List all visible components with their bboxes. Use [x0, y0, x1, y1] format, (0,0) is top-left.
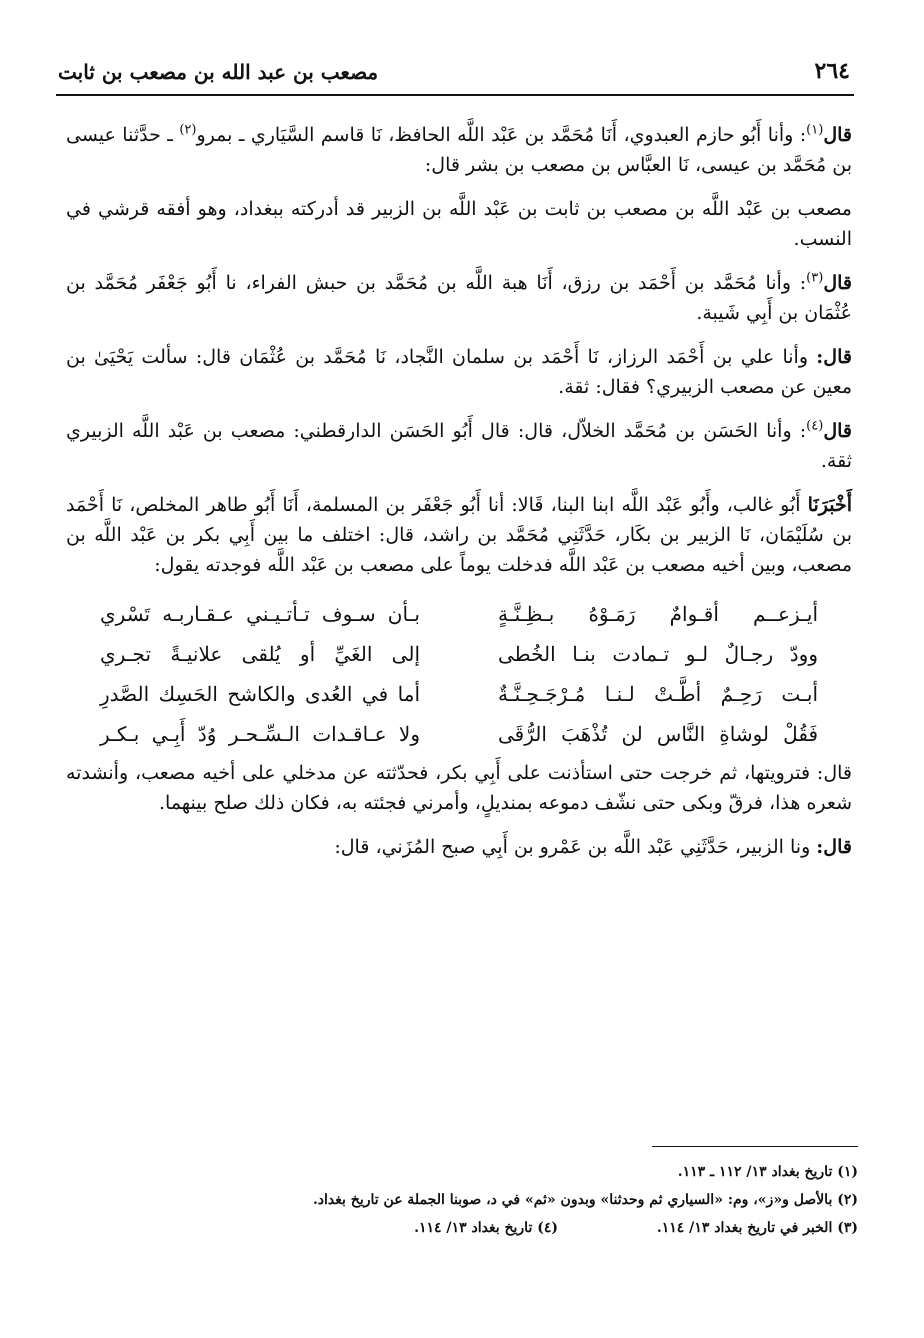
verse-first-hemistich: وودّ رجـالٌ لـو تـمادت بنـا الخُطى	[498, 642, 818, 666]
verse-first-hemistich: أبـت رَحِـمٌ أطَّـتْ لـنـا مُـرْجَـحِـنَّـةٌ	[498, 682, 818, 706]
paragraph-5	[66, 416, 852, 476]
verse-second-hemistich: أما في العُدى والكاشح الحَسِك الصَّدرِ	[100, 682, 420, 706]
verse-second-hemistich: إلى الغَيِّ أو يُلقى علانيـةً تجـري	[100, 642, 420, 666]
footnote-1: (١) تاريخ بغداد ١٣/ ١١٢ ـ ١١٣.	[677, 1164, 858, 1180]
paragraph-2: مصعب بن عَبْد اللَّه بن مصعب بن ثابت بن عَبْد اللَّه بن الزبير قد أدركته ببغداد، وهو أفقه قرشي في النسب.	[66, 198, 852, 250]
footnote-ref-4: (٤)	[806, 418, 824, 434]
footnote-2: (٢) بالأصل و«ز»، وم: «السياري ثم وحدثنا» وبدون «ثم» في د، صوبنا الجملة عن تاريخ بغداد.	[312, 1192, 858, 1208]
page-header	[56, 58, 854, 92]
poem	[66, 594, 852, 754]
poem-verse	[100, 714, 818, 754]
footnote-3: (٣) الخبر في تاريخ بغداد ١٣/ ١١٤.	[656, 1220, 858, 1236]
paragraph-text: وأنا علي بن أَحْمَد الرزاز، نَا أَحْمَد بن سلمان النَّجاد، نَا مُحَمَّد بن عُثْمَان قال: سألت يَحْيَىٰ بن معين عن مصعب الزبيري؟ فقال: ثقة.	[66, 346, 852, 398]
body-text	[66, 120, 852, 876]
paragraph-text: ونا الزبير، حَدَّثَنِي عَبْد اللَّه بن عَمْرو بن أَبِي صبح المُزَني، قال:	[334, 836, 817, 858]
paragraph-7: قال: فترويتها، ثم خرجت حتى استأذنت على أَبِي بكر، فحدّثته عن مدخلي على أخيه مصعب، وأنشدته شعره هذا، فرقّ وبكى حتى نشّف دموعه بمنديلٍ، وأمرني فجئته به، فكان ذلك صلح بينهما.	[66, 762, 852, 814]
paragraph-3	[66, 268, 852, 328]
verse-first-hemistich: فَقُلْ لوشاةِ النَّاس لن تُذْهَبَ الرُّقَى	[498, 722, 818, 746]
lead-word: قال	[823, 420, 852, 442]
footnote-ref-1: (١)	[806, 122, 824, 138]
header-rule	[56, 94, 854, 96]
footnote-ref-3: (٣)	[806, 270, 824, 286]
paragraph-1	[66, 120, 852, 180]
lead-word: أَخْبَرَنَا	[807, 494, 852, 516]
lead-word: قال:	[816, 836, 852, 858]
footnote-ref-2: (٢)	[179, 122, 197, 138]
poem-verse	[100, 674, 818, 714]
paragraph-text: أَبُو غالب، وأَبُو عَبْد اللَّه ابنا البنا، قَالا: أنا أَبُو جَعْفَر بن المسلمة، أَنَا أَبُو طاهر المخلص، نَا أَحْمَد بن سُلَيْمَان، نَا الزبير بن بكَار، حَدَّثَنِي مُحَمَّد بن راشد، قال: اختلف ما بين أَبِي بكر بن عَبْد اللَّه بن مصعب، وبين أخيه مصعب بن عَبْد اللَّه فدخلت يوماً على مصعب بن عَبْد اللَّه فوجدته يقول:	[66, 494, 852, 576]
paragraph-text: ـ حدَّثنا عيسى بن مُحَمَّد بن عيسى، نَا العبَّاس بن مصعب بن بشر قال:	[66, 124, 852, 176]
verse-second-hemistich: ولا عـاقـدات الـسِّـحـر وُدّ أَبِـي بـكـر	[100, 722, 420, 746]
lead-word: قال	[823, 124, 852, 146]
verse-second-hemistich: بـأن سـوف تـأتـيـني عـقـاربـه تَسْري	[100, 602, 420, 626]
running-head: مصعب بن عبد الله بن مصعب بن ثابت	[58, 60, 379, 84]
page-number: ٢٦٤	[814, 58, 850, 84]
poem-verse	[100, 594, 818, 634]
paragraph-text: : وأنا مُحَمَّد بن أَحْمَد بن رزق، أَنَا هبة اللَّه بن مُحَمَّد بن حبش الفراء، نا أَبُو جَعْفَر مُحَمَّد بن عُثْمَان بن أَبِي شَيبة.	[66, 272, 852, 324]
lead-word: قال	[823, 272, 852, 294]
lead-word: قال:	[816, 346, 852, 368]
paragraph-4	[66, 342, 852, 402]
paragraph-6	[66, 490, 852, 580]
footnote-rule	[652, 1146, 858, 1147]
paragraph-text: : وأنا الحَسَن بن مُحَمَّد الخلاّل، قال: قال أَبُو الحَسَن الدارقطني: مصعب بن عَبْد اللَّه الزبيري ثقة.	[66, 420, 852, 472]
paragraph-8	[66, 832, 852, 862]
verse-first-hemistich: أيـزعــم أقـوامٌ رَمَـوْهُ بـظِـنَّـةٍ	[498, 602, 818, 626]
paragraph-text: : وأنا أَبُو حازم العبدوي، أَنَا مُحَمَّد بن عَبْد اللَّه الحافظ، نَا قاسم السَّيَاري ـ بمرو	[196, 124, 807, 146]
footnotes	[72, 1158, 858, 1242]
poem-verse	[100, 634, 818, 674]
footnote-4: (٤) تاريخ بغداد ١٣/ ١١٤.	[414, 1220, 558, 1236]
footnote-row	[72, 1214, 858, 1242]
